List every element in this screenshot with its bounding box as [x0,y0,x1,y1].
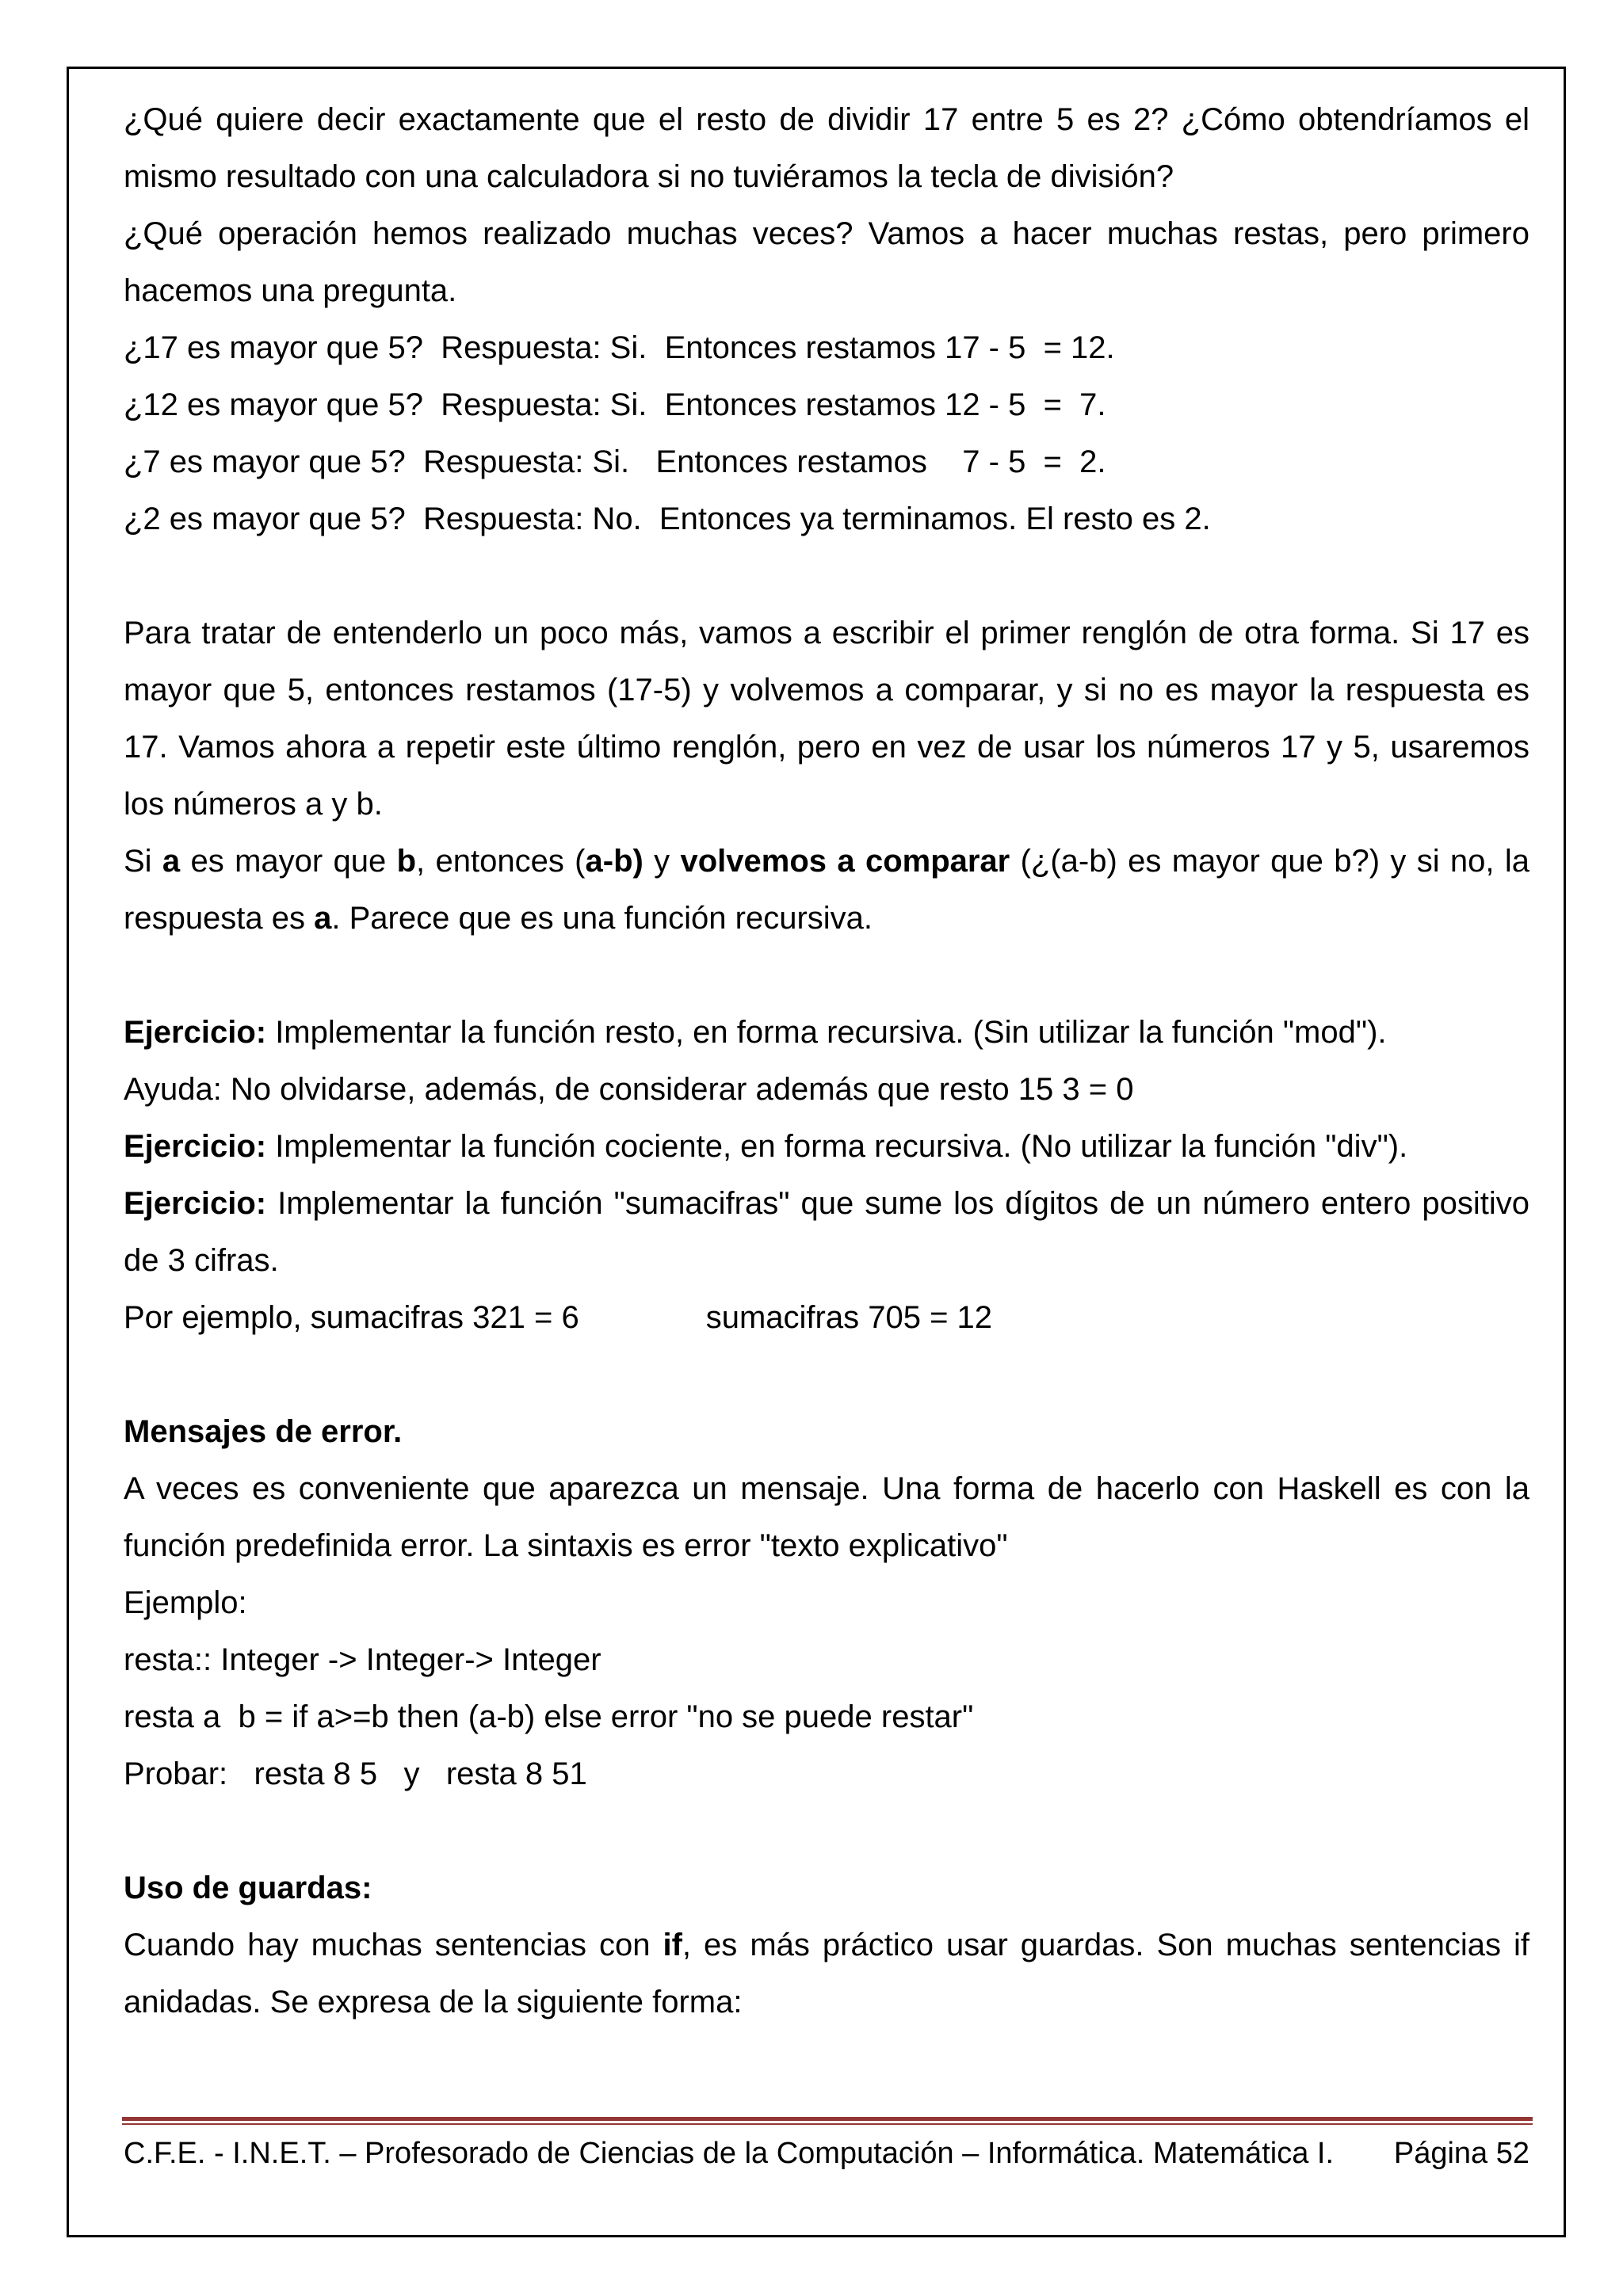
recursion-paragraph: Si a es mayor que b, entonces (a-b) y volvemos a comparar (¿(a-b) es mayor que b?) y si no, la respuesta es a. Parece que es una función recursiva. [124,844,1529,936]
step-line: ¿7 es mayor que 5? Respuesta: Si. Entonces restamos 7 - 5 = 2. [124,444,1106,479]
exercise-cociente: Ejercicio: Implementar la función cociente, en forma recursiva. (No utilizar la función "div"). [124,1129,1408,1164]
page-number: Página 52 [1393,2137,1529,2170]
explanation-paragraph: Para tratar de entenderlo un poco más, vamos a escribir el primer renglón de otra forma. Si 17 es mayor que 5, entonces restamos (17-5) y volvemos a comparar, y si no es mayor la respuesta es 17. Vamos ahora a repetir este último renglón, pero en vez de usar los números 17 y 5, usaremos los números a y b. [124,616,1529,822]
step-line: ¿12 es mayor que 5? Respuesta: Si. Entonces restamos 12 - 5 = 7. [124,387,1106,422]
step-line: ¿2 es mayor que 5? Respuesta: No. Entonces ya terminamos. El resto es 2. [124,502,1211,536]
code-line: resta a b = if a>=b then (a-b) else error "no se puede restar" [124,1699,974,1734]
try-line: Probar: resta 8 5 y resta 8 51 [124,1756,587,1791]
intro-paragraph: ¿Qué quiere decir exactamente que el resto de dividir 17 entre 5 es 2? ¿Cómo obtendríamos el mismo resultado con una calculadora si no tuviéramos la tecla de división? [124,102,1529,194]
exercise-help: Ayuda: No olvidarse, además, de considerar además que resto 15 3 = 0 [124,1072,1134,1107]
code-line: resta:: Integer -> Integer-> Integer [124,1642,601,1677]
exercise-sumacifras: Ejercicio: Implementar la función "sumacifras" que sume los dígitos de un número entero positivo de 3 cifras. [124,1186,1529,1278]
page-body [124,91,1529,2031]
exercise-label: Ejercicio: [124,1186,267,1221]
footer-title: C.F.E. - I.N.E.T. – Profesorado de Ciencias de la Computación – Informática. Matemática I. [124,2137,1334,2170]
section-heading-guards: Uso de guardas: [124,1871,372,1905]
exercise-label: Ejercicio: [124,1015,267,1050]
step-line: ¿17 es mayor que 5? Respuesta: Si. Entonces restamos 17 - 5 = 12. [124,330,1115,365]
page-footer [124,2130,1529,2177]
exercise-example: Por ejemplo, sumacifras 321 = 6 sumacifras 705 = 12 [124,1300,993,1335]
errors-paragraph: A veces es conveniente que aparezca un mensaje. Una forma de hacerlo con Haskell es con la función predefinida error. La sintaxis es error "texto explicativo" [124,1471,1529,1563]
question-paragraph: ¿Qué operación hemos realizado muchas veces? Vamos a hacer muchas restas, pero primero hacemos una pregunta. [124,216,1529,308]
example-label: Ejemplo: [124,1585,247,1620]
section-heading-errors: Mensajes de error. [124,1414,403,1449]
exercise-label: Ejercicio: [124,1129,267,1164]
guards-paragraph: Cuando hay muchas sentencias con if, es más práctico usar guardas. Son muchas sentencias if anidadas. Se expresa de la siguiente forma: [124,1928,1529,2019]
exercise-resto: Ejercicio: Implementar la función resto, en forma recursiva. (Sin utilizar la función "mod"). [124,1015,1387,1050]
footer-rule [122,2117,1533,2125]
